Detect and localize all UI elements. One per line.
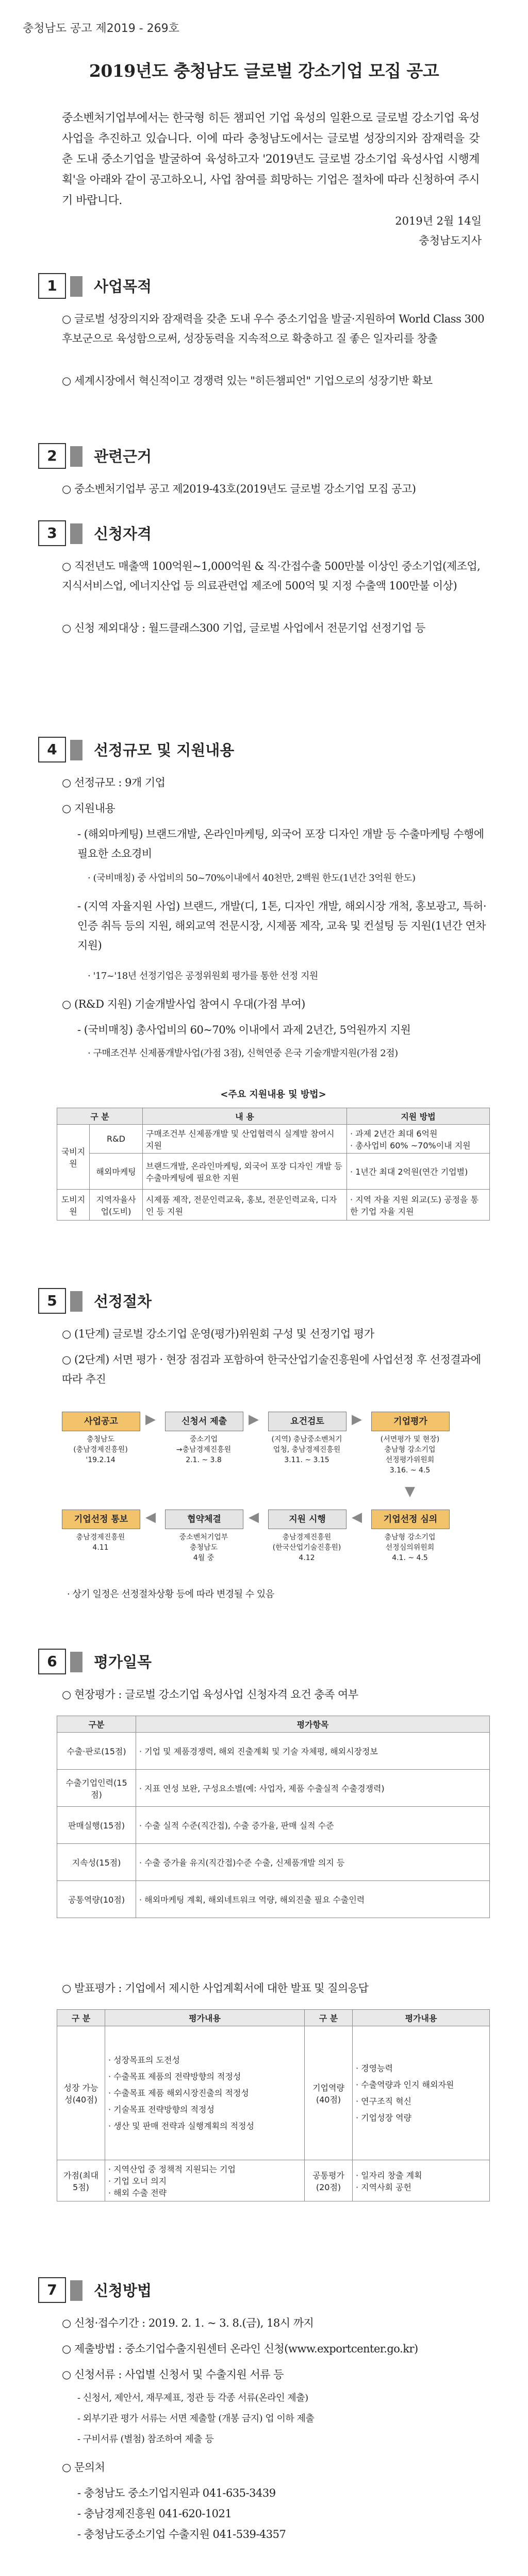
flow-step-deliberation: 기업선정 심의 bbox=[371, 1510, 450, 1529]
section-bar bbox=[70, 1652, 82, 1672]
s5-step-2: ○ (2단계) 서면 평가 · 현장 점검과 포함하여 한국산업기술진흥원에 사업선정 후 선정결과에 따라 추진 bbox=[62, 1353, 481, 1385]
cell-rnd: R&D bbox=[90, 1125, 143, 1154]
s1-item-2: ○ 세계시장에서 혁신적이고 경쟁력 있는 "히든챔피언" 기업으로의 성장기반 확보 bbox=[62, 375, 433, 387]
section-title: 관련근거 bbox=[94, 448, 152, 465]
document-title: 2019년도 충청남도 글로벌 강소기업 모집 공고 bbox=[89, 61, 439, 81]
cell-items: · 수출 실적 수준(직간접), 수출 증가율, 판매 실적 수준 bbox=[136, 1807, 490, 1844]
section-bar bbox=[70, 1291, 82, 1312]
issuer-line: 충청남도지사 bbox=[419, 234, 482, 247]
th-cat-a: 구 분 bbox=[57, 2010, 105, 2026]
s7-contact-1: - 충청남도 중소기업지원과 041-635-3439 bbox=[77, 2487, 276, 2499]
cell-capability-items: · 경영능력 · 수출역량과 인지 해외자원 · 연구조직 혁신 · 기업성장 역량 bbox=[353, 2026, 490, 2160]
section-bar bbox=[70, 276, 82, 297]
cell-national: 국비지원 bbox=[57, 1125, 90, 1190]
s4-support-table bbox=[57, 1108, 490, 1221]
cell-marketing-content: 브랜드개발, 온라인마케팅, 외국어 포장 디자인 개발 등 수출마케팅에 필요한 지원 bbox=[143, 1154, 347, 1190]
section-number: 3 bbox=[38, 520, 66, 546]
th-content-b: 평가내용 bbox=[353, 2010, 490, 2026]
s1-item-1: ○ 글로벌 성장의지와 잠재력을 갖춘 도내 우수 중소기업을 발굴·지원하여 World Class 300 후보군으로 육성함으로써, 성장동력을 지속적으로 확충하고 질 좋은 일자리를 창출 bbox=[62, 313, 485, 345]
s6-field-eval: ○ 현장평가 : 글로벌 강소기업 육성사업 신청자격 요건 충족 여부 bbox=[62, 1688, 358, 1701]
cell-cat: 수출·판로(15점) bbox=[57, 1733, 136, 1770]
arrow-right-icon: ▶ bbox=[145, 1412, 156, 1427]
section-title: 사업목적 bbox=[94, 278, 152, 295]
arrow-down-icon: ▼ bbox=[405, 1484, 415, 1499]
s5-note: · 상기 일정은 선정절차상황 등에 따라 변경될 수 있음 bbox=[67, 1589, 274, 1600]
flow-step-agreement-sub: 중소벤처기업부 충청남도 4월 중 bbox=[179, 1533, 228, 1562]
cell-items: · 기업 및 제품경쟁력, 해외 진출계획 및 기술 자체평, 해외시장정보 bbox=[136, 1733, 490, 1770]
date-line: 2019년 2월 14일 bbox=[395, 215, 482, 227]
flow-step-execute-sub: 충남경제진흥원 (한국산업기술진흥원) 4.12 bbox=[272, 1533, 341, 1562]
cell-regional: 지역자율사업(도비) bbox=[90, 1190, 143, 1221]
section-bar bbox=[70, 523, 82, 544]
s6-field-table bbox=[57, 1716, 490, 1918]
s6-presentation-eval: ○ 발표평가 : 기업에서 제시한 사업계획서에 대한 발표 및 질의응답 bbox=[62, 1982, 369, 1994]
s7-period: ○ 신청·접수기간 : 2019. 2. 1. ~ 3. 8.(금), 18시 까지 bbox=[62, 2317, 314, 2329]
section-title: 신청방법 bbox=[94, 2282, 152, 2299]
s2-item-1: ○ 중소벤처기업부 공고 제2019-43호(2019년도 글로벌 강소기업 모집 공고) bbox=[62, 483, 416, 495]
s7-doc-note-3: - 구비서류 (별첨) 참조하여 제출 등 bbox=[77, 2434, 214, 2445]
th-category: 구분 bbox=[57, 1716, 136, 1733]
th-content: 내 용 bbox=[143, 1108, 347, 1125]
s7-contact-2: - 충남경제진흥원 041-620-1021 bbox=[77, 2507, 232, 2520]
s4-regional-note: · '17~'18년 선정기업은 공정위원회 평가를 통한 선정 지원 bbox=[88, 971, 318, 981]
cell-marketing-method: · 1년간 최대 2억원(연간 기업별) bbox=[347, 1154, 490, 1190]
section-bar bbox=[70, 740, 82, 760]
section-number: 4 bbox=[38, 737, 66, 762]
s7-method: ○ 제출방법 : 중소기업수출지원센터 온라인 신청(www.exportcenter.go.kr) bbox=[62, 2343, 418, 2355]
section-number: 6 bbox=[38, 1649, 66, 1674]
flow-step-evaluate: 기업평가 bbox=[371, 1412, 450, 1431]
cell-items: · 수출 증가율 유지(직간접)수준 수출, 신제품개발 의지 등 bbox=[136, 1844, 490, 1881]
flow-step-review: 요건검토 bbox=[268, 1412, 346, 1431]
issue-date bbox=[395, 211, 482, 250]
intro-paragraph: 중소벤처기업부에서는 한국형 히든 챔피언 기업 육성의 일환으로 글로벌 강소기업 육성사업을 추진하고 있습니다. 이에 따라 충청남도에서는 글로벌 성장의지와 잠재력을 갖춘 도내 중소기업을 발굴하여 육성하고자 '2019년도 글로벌 강소기업 육성사업 시행계획'을 아래와 같이 공고하오니, 사업 참여를 희망하는 기업은 절차에 따라 신청하여 주시기 바랍니다. bbox=[62, 112, 480, 207]
cell-marketing: 해외마케팅 bbox=[90, 1154, 143, 1190]
section-number: 1 bbox=[38, 273, 66, 299]
flow-step-deliberation-sub: 충남형 강소기업 선정심의위원회 4.1. ~ 4.5 bbox=[384, 1533, 436, 1562]
section-number: 5 bbox=[38, 1288, 66, 1314]
th-method: 지원 방법 bbox=[347, 1108, 490, 1125]
arrow-right-icon: ▶ bbox=[249, 1412, 259, 1427]
th-cat-b: 구 분 bbox=[305, 2010, 353, 2026]
cell-growth-items: · 성장목표의 도전성 · 수출목표 제품의 전략방향의 적정성 · 수출목표 제품 해외시장진출의 적정성 · 기술목표 전략방향의 적정성 · 생산 및 판매 전략과 실행계획의 적정성 bbox=[105, 2026, 305, 2160]
section-number: 2 bbox=[38, 443, 66, 469]
cell-rnd-content: 구매조건부 신제품개발 및 산업협력식 실계발 참여시 지원 bbox=[143, 1125, 347, 1154]
s4-rnd-note: · 구매조건부 신제품개발사업(가점 3점), 신혁연중 은국 기술개발지원(가점 2점) bbox=[88, 1048, 398, 1059]
cell-cat: 판매실행(15점) bbox=[57, 1807, 136, 1844]
flow-step-announce-sub: 충청남도 (충남경제진흥원) '19.2.14 bbox=[73, 1435, 128, 1464]
flow-step-announce: 사업공고 bbox=[62, 1412, 140, 1431]
s4-scale: ○ 선정규모 : 9개 기업 bbox=[62, 776, 166, 789]
cell-common: 공통평가(20점) bbox=[305, 2160, 353, 2201]
cell-capability: 기업역량(40점) bbox=[305, 2026, 353, 2160]
s4-marketing: - (해외마케팅) 브랜드개발, 온라인마케팅, 외국어 포장 디자인 개발 등 수출마케팅 수행에 필요한 소요경비 bbox=[77, 828, 484, 860]
s4-rnd: ○ (R&D 지원) 기술개발사업 참여시 우대(가점 부여) bbox=[62, 998, 305, 1010]
s3-item-1: ○ 직전년도 매출액 100억원~1,000억원 & 직·간접수출 500만불 이상인 중소기업(제조업, 지식서비스업, 에너지산업 등 의료관련업 제조에 500억 및 지정 수출액 100만불 이상) bbox=[62, 560, 481, 592]
flow-step-apply: 신청서 제출 bbox=[165, 1412, 243, 1431]
section-number: 7 bbox=[38, 2277, 66, 2303]
flow-step-notify-sub: 충남경제진흥원 4.11 bbox=[76, 1533, 125, 1552]
cell-common-items: · 일자리 창출 계획 · 지역사회 공헌 bbox=[353, 2160, 490, 2201]
cell-regional-method: · 지역 자율 지원 외교(도) 공정을 통한 기업 자율 지원 bbox=[347, 1190, 490, 1221]
arrow-left-icon: ◀ bbox=[249, 1510, 259, 1525]
s7-contact-3: - 충청남도중소기업 수출지원 041-539-4357 bbox=[77, 2528, 286, 2540]
s7-contact: ○ 문의처 bbox=[62, 2461, 105, 2473]
section-title: 선정절차 bbox=[94, 1293, 152, 1310]
s4-support: ○ 지원내용 bbox=[62, 802, 116, 815]
cell-bonus: 가점(최대 5점) bbox=[57, 2160, 105, 2201]
section-title: 신청자격 bbox=[94, 525, 152, 543]
arrow-right-icon: ▶ bbox=[352, 1412, 362, 1427]
cell-cat: 수출기업인력(15점) bbox=[57, 1770, 136, 1807]
section-title: 평가일목 bbox=[94, 1653, 152, 1671]
flow-step-evaluate-sub: (서면평가 및 현장) 충남형 강소기업 선정평가위원회 3.16. ~ 4.5 bbox=[380, 1435, 440, 1475]
cell-items: · 해외마케팅 계획, 해외네트워크 역량, 해외진출 필요 수출인력 bbox=[136, 1881, 490, 1918]
s4-rnd-matching: - (국비매칭) 총사업비의 60~70% 이내에서 과제 2년간, 5억원까지 지원 bbox=[77, 1024, 411, 1036]
cell-bonus-items: · 지역산업 중 정책적 지원되는 기업 · 기업 오너 의지 · 해외 수출 전략 bbox=[105, 2160, 305, 2201]
flow-step-agreement: 협약체결 bbox=[165, 1510, 243, 1529]
flow-step-execute: 지원 시행 bbox=[268, 1510, 346, 1529]
s3-item-2: ○ 신청 제외대상 : 월드클래스300 기업, 글로벌 사업에서 전문기업 선정기업 등 bbox=[62, 622, 425, 634]
th-content-a: 평가내용 bbox=[105, 2010, 305, 2026]
cell-cat: 공통역량(10점) bbox=[57, 1881, 136, 1918]
flow-step-apply-sub: 중소기업 →충남경제진흥원 2.1. ~ 3.8 bbox=[176, 1435, 232, 1464]
section-bar bbox=[70, 446, 82, 467]
s7-documents: ○ 신청서류 : 사업별 신청서 및 수출지원 서류 등 bbox=[62, 2368, 284, 2381]
cell-regional-content: 시제품 제작, 전문인력교육, 홍보, 전문인력교육, 디자인 등 지원 bbox=[143, 1190, 347, 1221]
cell-provincial: 도비지원 bbox=[57, 1190, 90, 1221]
s4-regional: - (지역 자율지원 사업) 브랜드, 개발(디, 1톤, 디자인 개발, 해외시장 개척, 홍보광고, 특허·인증 취득 등의 지원, 해외교역 전문시장, 시제품 제작, 교육 및 컨설팅 등 지원(1년간 연차지원) bbox=[77, 900, 487, 952]
s6-presentation-table bbox=[57, 2009, 490, 2201]
arrow-left-icon: ◀ bbox=[145, 1510, 156, 1525]
flow-step-notify: 기업선정 통보 bbox=[62, 1510, 140, 1529]
s4-table-caption: <주요 지원내용 및 방법> bbox=[220, 1089, 326, 1100]
th-category: 구 분 bbox=[57, 1108, 143, 1125]
s5-step-1: ○ (1단계) 글로벌 강소기업 운영(평가)위원회 구성 및 선정기업 평가 bbox=[62, 1328, 374, 1340]
notice-number: 충청남도 공고 제2019 - 269호 bbox=[23, 22, 179, 35]
flow-step-review-sub: (지역) 충남중소벤처기업청, 충남경제진흥원 3.11. ~ 3.15 bbox=[271, 1435, 342, 1464]
s7-doc-note-1: - 신청서, 제안서, 재무제표, 정관 등 각종 서류(온라인 제출) bbox=[77, 2393, 308, 2403]
th-items: 평가항목 bbox=[136, 1716, 490, 1733]
section-title: 선정규모 및 지원내용 bbox=[94, 741, 235, 759]
s4-marketing-note: · (국비매칭) 중 사업비의 50~70%이내에서 40천만, 2백원 한도(1년간 3억원 한도) bbox=[88, 873, 416, 884]
cell-rnd-method: · 과제 2년간 최대 6억원 · 총사업비 60% ~70%이내 지원 bbox=[347, 1125, 490, 1154]
arrow-left-icon: ◀ bbox=[352, 1510, 362, 1525]
cell-growth: 성장 가능성(40점) bbox=[57, 2026, 105, 2160]
cell-cat: 지속성(15점) bbox=[57, 1844, 136, 1881]
section-bar bbox=[70, 2280, 82, 2301]
cell-items: · 지표 연성 보완, 구성요소별(예: 사업자, 제품 수출실적 수출경쟁력) bbox=[136, 1770, 490, 1807]
s7-doc-note-2: - 외부기관 평가 서류는 서면 제출할 (개봉 금지) 업 이하 제출 bbox=[77, 2413, 315, 2424]
